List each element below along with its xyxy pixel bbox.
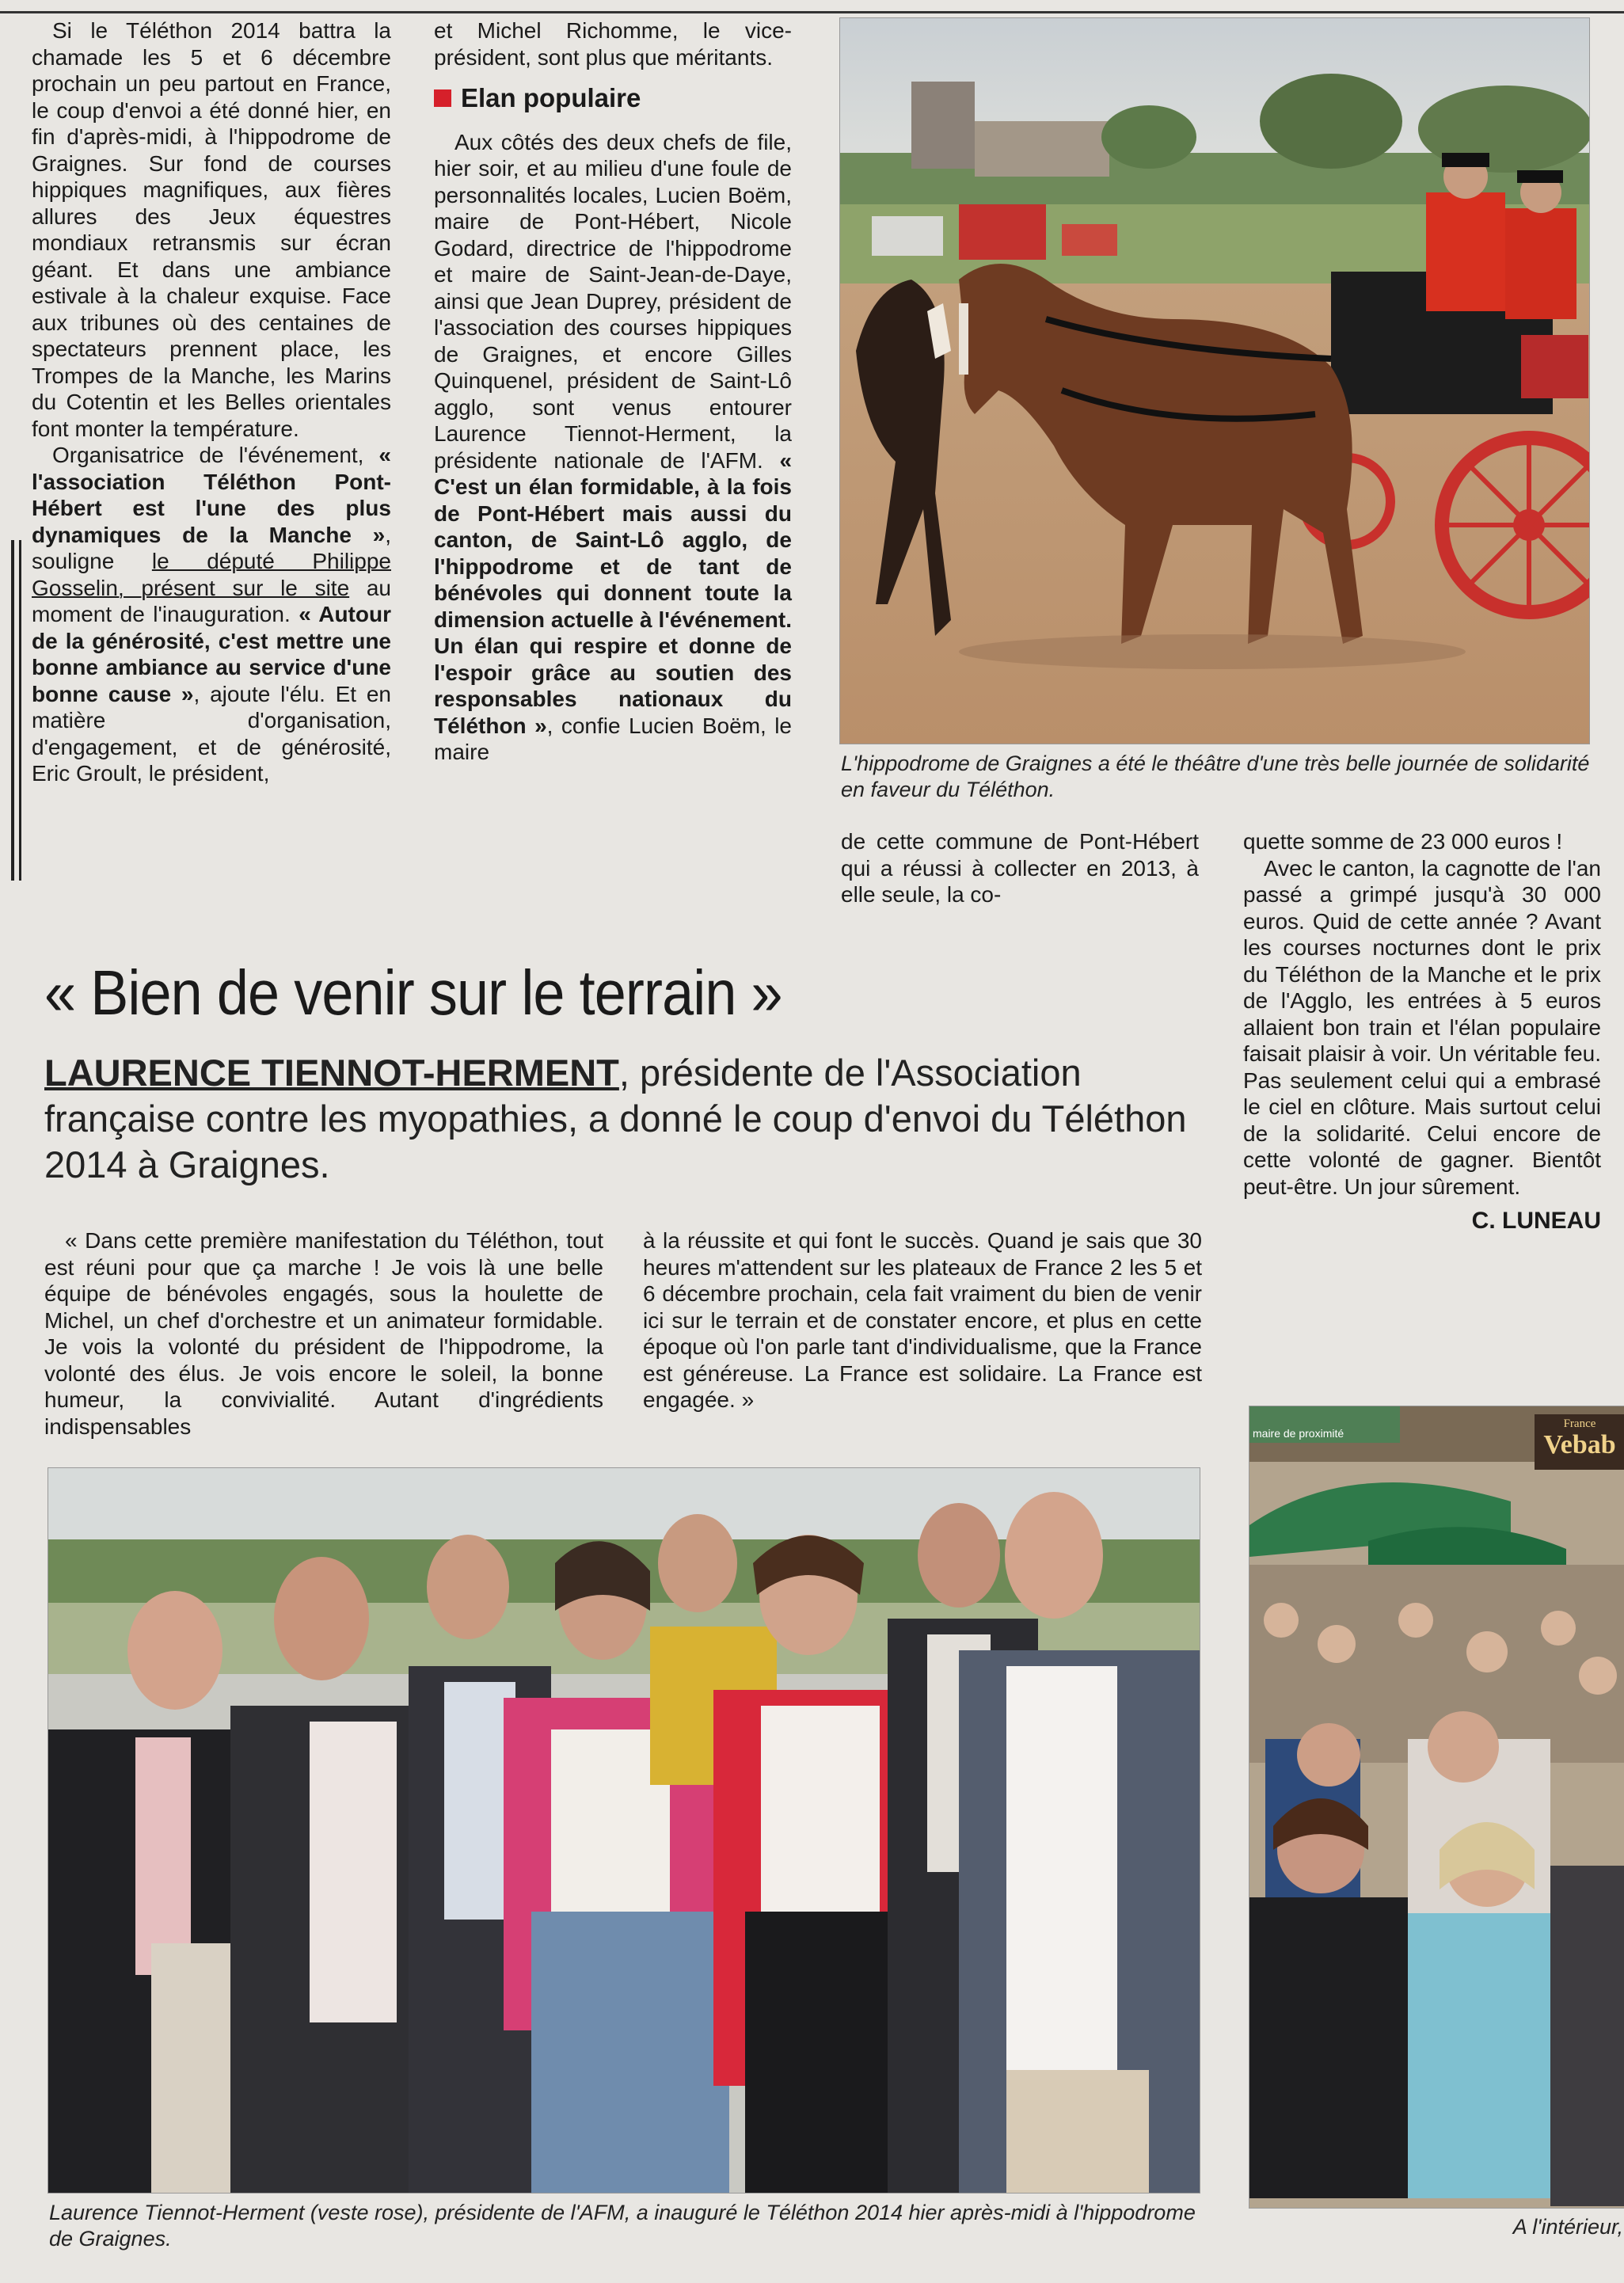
margin-mark bbox=[19, 540, 21, 881]
group-image bbox=[48, 1468, 1200, 2193]
author-signature: C. LUNEAU bbox=[1471, 1208, 1601, 1234]
crowd-photo-caption: A l'intérieur, bbox=[1512, 2215, 1623, 2239]
margin-mark bbox=[11, 540, 14, 881]
paragraph bbox=[434, 129, 792, 766]
horse-photo-caption: L'hippodrome de Graignes a été le théâtre d'une très belle journée de solidarité en faveur du Téléthon. bbox=[841, 751, 1590, 801]
article-column-2 bbox=[434, 17, 792, 766]
paragraph bbox=[32, 442, 391, 787]
crowd-image bbox=[1249, 1406, 1624, 2208]
shop-sign-text: Vebab bbox=[1543, 1430, 1616, 1459]
text-run: , confie Lucien Boëm, le maire bbox=[434, 713, 793, 764]
headline: « Bien de venir sur le terrain » bbox=[44, 957, 782, 1028]
article-column-3 bbox=[841, 828, 1199, 908]
text-run: Organisatrice de l'événement, bbox=[52, 443, 364, 467]
red-square-icon bbox=[434, 89, 451, 107]
subheading bbox=[434, 85, 792, 112]
paragraph: à la réussite et qui font le succès. Quand je sais que 30 heures m'attendent sur les plateaux de France 2 les 5 et 6 décembre prochain, cela fait vraiment du bien de venir ici sur le terrain et de constater encore, et plus en cette époque où l'on parle tant d'individualisme, que la France est généreuse. La France est solidaire. La France est engagée. » bbox=[643, 1228, 1202, 1412]
group-photo bbox=[48, 1467, 1200, 2194]
horse-carriage-image bbox=[840, 18, 1589, 744]
banner-sign: maire de proximité bbox=[1253, 1427, 1344, 1440]
text-run: Aux côtés des deux chefs de file, hier soir, et au milieu d'une foule de personnalités locales, Lucien Boëm, maire de Pont-Hébert, Nicole Godard, directrice de l'hippodrome et maire de Saint-Jean-de-Daye, ainsi que Jean Duprey, président de l'association des courses hippiques de Graignes, et encore Gilles Quinquenel, président de Saint-Lô agglo, sont venus entourer Laurence Tiennot-Herment, la présidente nationale de l'AFM. bbox=[434, 129, 792, 473]
article-column-1 bbox=[32, 17, 391, 787]
bold-quote: « Autour de la générosité, c'est mettre une bonne ambiance au service d'une bonne cause » bbox=[32, 602, 391, 706]
shop-sign bbox=[1536, 1417, 1623, 1460]
bold-quote: « l'association Téléthon Pont-Hébert est l'une des plus dynamiques de la Manche » bbox=[32, 443, 391, 547]
crowd-photo bbox=[1249, 1406, 1624, 2209]
quote-column-left bbox=[44, 1227, 603, 1440]
paragraph: et Michel Richomme, le vice-président, sont plus que méritants. bbox=[434, 18, 792, 70]
paragraph: « Dans cette première manifestation du Téléthon, tout est réuni pour que ça marche ! Je vois là une belle équipe de bénévoles engagés, sous la houlette de Michel, un chef d'orchestre et un animateur formidable. Je vois la volonté du président de l'hippodrome, la volonté des élus. Je vois encore le soleil, la bonne humeur, la convivialité. Autant d'ingrédients indispensables bbox=[44, 1228, 603, 1439]
quote-column-right bbox=[643, 1227, 1202, 1414]
subheading-text: Elan populaire bbox=[461, 83, 641, 112]
standfirst-text: , présidente de l'Association française contre les myopathies, a donné le coup d'envoi du Téléthon 2014 à Graignes. bbox=[44, 1052, 1187, 1185]
group-photo-caption: Laurence Tiennot-Herment (veste rose), présidente de l'AFM, a inauguré le Téléthon 2014 hier après-midi à l'hippodrome de Graignes. bbox=[49, 2201, 1196, 2251]
shop-sign-small-text: France bbox=[1563, 1417, 1596, 1430]
paragraph: quette somme de 23 000 euros ! bbox=[1243, 829, 1563, 854]
text-run: , souligne bbox=[32, 522, 391, 573]
standfirst bbox=[44, 1050, 1200, 1188]
text-run: au moment de l'inauguration. bbox=[32, 575, 391, 626]
paragraph: Avec le canton, la cagnotte de l'an passé a grimpé jusqu'à 30 000 euros. Quid de cette année ? Avant les courses nocturnes dont le prix du Téléthon de la Manche et le prix de l'Agglo, les entrées à 5 euros allaient bon train et l'élan populaire faisait plaisir à voir. Un véritable feu. Pas seulement celui qui a embrasé le ciel en clôture. Mais surtout celui de la solidarité. Celui encore de cette volonté de gagner. Bientôt peut-être. Un jour sûrement. bbox=[1243, 855, 1601, 1199]
paragraph: de cette commune de Pont-Hébert qui a réussi à collecter en 2013, à elle seule, la co- bbox=[841, 829, 1199, 907]
underlined-mention: le député Philippe Gosselin, présent sur le site bbox=[32, 549, 391, 600]
article-column-4 bbox=[1243, 828, 1601, 1235]
top-rule bbox=[0, 11, 1624, 13]
standfirst-name: LAURENCE TIENNOT-HERMENT bbox=[44, 1052, 619, 1094]
paragraph: Si le Téléthon 2014 battra la chamade les 5 et 6 décembre prochain un peu partout en France, le coup d'envoi a été donné hier, en fin d'après-midi, à l'hippodrome de Graignes. Sur fond de courses hippiques magnifiques, aux fières allures des Jeux équestres mondiaux retransmis sur écran géant. Et dans une ambiance estivale à la chaleur exquise. Face aux tribunes où des centaines de spectateurs prennent place, les Trompes de la Manche, les Marins du Cotentin et les Belles orientales font monter la température. bbox=[32, 18, 391, 441]
text-run: , ajoute l'élu. Et en matière d'organisation, d'engagement, et de générosité, Eric Groult, le président, bbox=[32, 681, 392, 786]
horse-carriage-photo bbox=[839, 17, 1590, 744]
bold-quote: « C'est un élan formidable, à la fois de Pont-Hébert mais aussi du canton, de Saint-Lô agglo, de l'hippodrome et de tant de bénévoles qui donnent toute la dimension actuelle à l'événement. Un élan qui respire et donne de l'espoir grâce au soutien des responsables nationaux du Téléthon » bbox=[434, 447, 793, 738]
